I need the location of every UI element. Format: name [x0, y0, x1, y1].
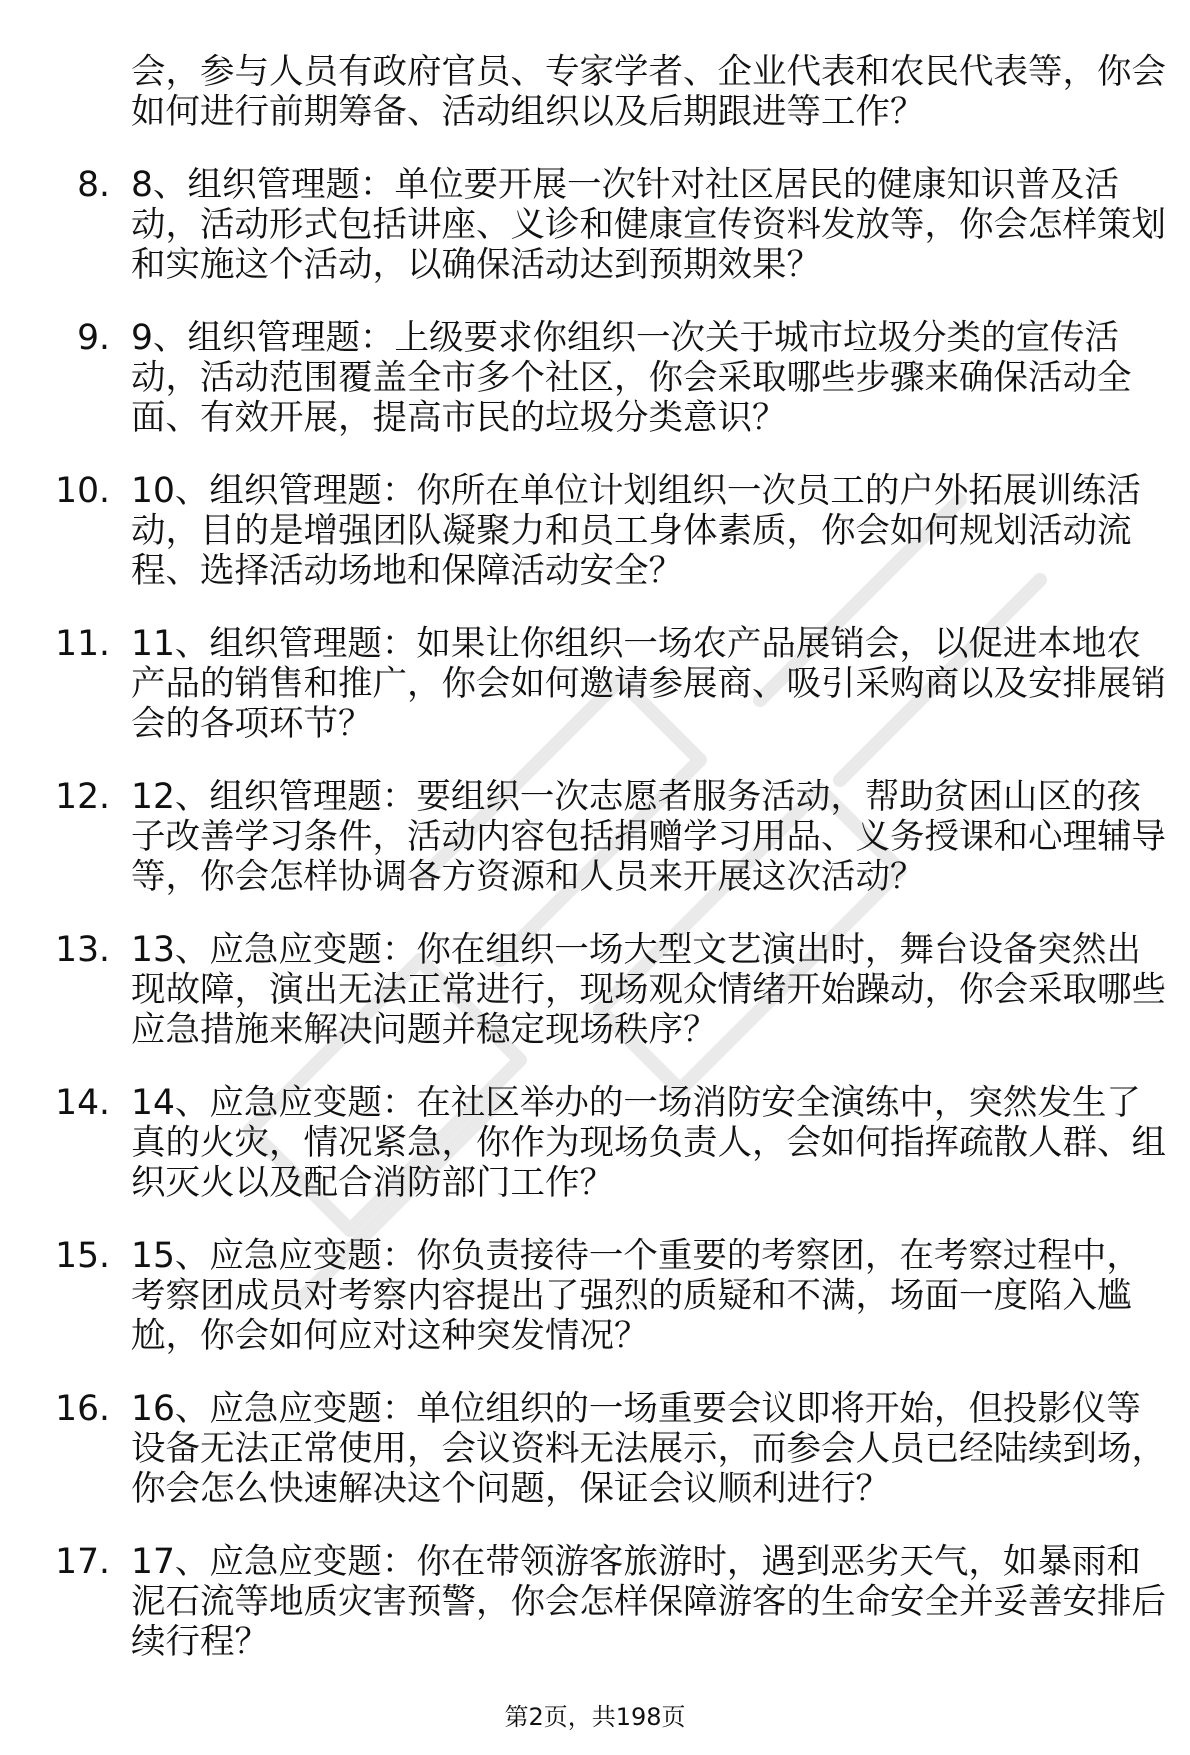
item-number: 9.	[77, 318, 110, 358]
item-text: 9、组织管理题：上级要求你组织一次关于城市垃圾分类的宣传活动，活动范围覆盖全市多个社区，你会采取哪些步骤来确保活动全面、有效开展，提高市民的垃圾分类意识？	[131, 318, 1132, 438]
item-text: 14、应急应变题：在社区举办的一场消防安全演练中，突然发生了真的火灾，情况紧急，你作为现场负责人，会如何指挥疏散人群、组织灭火以及配合消防部门工作？	[131, 1083, 1166, 1203]
item-text: 16、应急应变题：单位组织的一场重要会议即将开始，但投影仪等设备无法正常使用，会议资料无法展示，而参会人员已经陆续到场，你会怎么快速解决这个问题，保证会议顺利进行？	[131, 1389, 1166, 1509]
list-item	[0, 1236, 1190, 1356]
item-number: 10.	[55, 471, 110, 511]
list-item	[0, 930, 1190, 1050]
list-item	[0, 624, 1190, 744]
list-item	[0, 1542, 1190, 1662]
list-item	[0, 1083, 1190, 1203]
item-number: 16.	[55, 1389, 110, 1429]
page-footer	[0, 1702, 1190, 1732]
page-number-label: 第2页，共198页	[504, 1703, 686, 1731]
item-text: 10、组织管理题：你所在单位计划组织一次员工的户外拓展训练活动，目的是增强团队凝聚力和员工身体素质，你会如何规划活动流程、选择活动场地和保障活动安全？	[131, 471, 1141, 591]
item-text: 11、组织管理题：如果让你组织一场农产品展销会，以促进本地农产品的销售和推广，你会如何邀请参展商、吸引采购商以及安排展销会的各项环节？	[131, 624, 1166, 744]
item-number: 15.	[55, 1236, 110, 1276]
item-text: 会，参与人员有政府官员、专家学者、企业代表和农民代表等，你会如何进行前期筹备、活动组织以及后期跟进等工作？	[131, 52, 1166, 132]
item-text: 15、应急应变题：你负责接待一个重要的考察团，在考察过程中，考察团成员对考察内容提出了强烈的质疑和不满，场面一度陷入尴尬，你会如何应对这种突发情况？	[131, 1236, 1141, 1356]
item-number: 8.	[77, 165, 110, 205]
item-number: 13.	[55, 930, 110, 970]
item-text: 8、组织管理题：单位要开展一次针对社区居民的健康知识普及活动，活动形式包括讲座、义诊和健康宣传资料发放等，你会怎样策划和实施这个活动，以确保活动达到预期效果？	[131, 165, 1166, 285]
list-item	[0, 471, 1190, 591]
list-item	[0, 1389, 1190, 1509]
list-item	[0, 52, 1190, 132]
item-text: 13、应急应变题：你在组织一场大型文艺演出时，舞台设备突然出现故障，演出无法正常进行，现场观众情绪开始躁动，你会采取哪些应急措施来解决问题并稳定现场秩序？	[131, 930, 1166, 1050]
list-item	[0, 165, 1190, 285]
item-number: 12.	[55, 777, 110, 817]
item-number: 11.	[55, 624, 110, 664]
item-number: 14.	[55, 1083, 110, 1123]
item-number: 17.	[55, 1542, 110, 1582]
item-text: 12、组织管理题：要组织一次志愿者服务活动，帮助贫困山区的孩子改善学习条件，活动内容包括捐赠学习用品、义务授课和心理辅导等，你会怎样协调各方资源和人员来开展这次活动？	[131, 777, 1166, 897]
item-text: 17、应急应变题：你在带领游客旅游时，遇到恶劣天气，如暴雨和泥石流等地质灾害预警，你会怎样保障游客的生命安全并妥善安排后续行程？	[131, 1542, 1166, 1662]
question-list	[0, 52, 1190, 1695]
list-item	[0, 318, 1190, 438]
list-item	[0, 777, 1190, 897]
